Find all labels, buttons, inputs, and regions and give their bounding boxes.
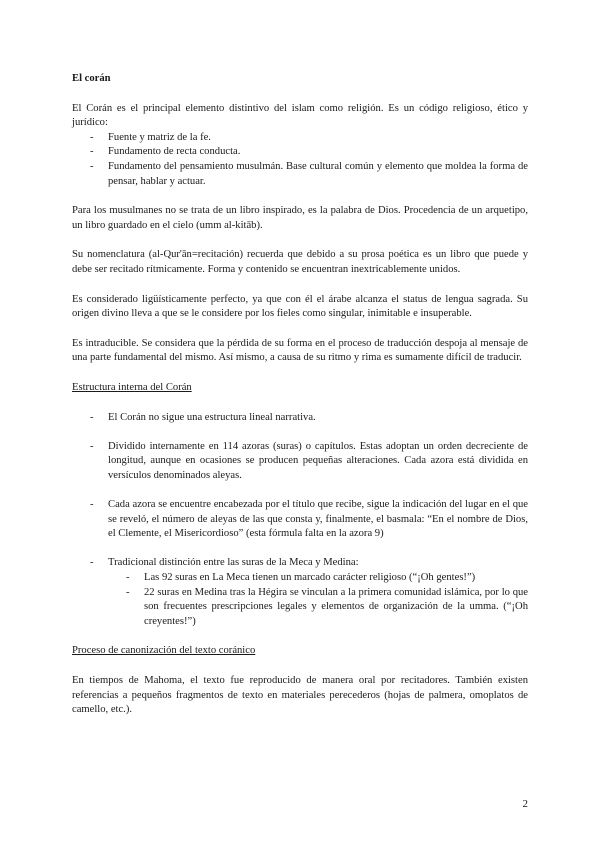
structure-list — [72, 411, 528, 630]
list-item — [72, 556, 528, 629]
document-page — [72, 72, 528, 718]
section-heading: Estructura interna del Corán — [72, 381, 192, 393]
sub-list-item: - Las 92 suras en La Meca tienen un marcado carácter religioso (“¡Oh gentes!”) — [108, 571, 528, 586]
paragraph: Su nomenclatura (al-Qur'ān=recitación) recuerda que debido a su prosa poética es un libro que puede y debe ser recitado rítmicamente. Forma y contenido se encuentran inextricablemente unidos. — [72, 249, 528, 275]
list-item: - El Corán no sigue una estructura lineal narrativa. — [72, 411, 528, 426]
list-item: - Fuente y matriz de la fe. — [72, 131, 528, 146]
sub-list-item: - 22 suras en Medina tras la Hégira se vinculan a la primera comunidad islámica, por lo que son frecuentes prescripciones legales y elementos de organización de la umma. (“¡Oh creyentes!”) — [108, 586, 528, 630]
intro-list — [72, 131, 528, 189]
sub-list — [108, 571, 528, 629]
paragraph: En tiempos de Mahoma, el texto fue reproducido de manera oral por recitadores. También existen referencias a pequeños fragmentos de texto en materiales perecederos (hojas de palmera, omoplatos de camello, etc.). — [72, 675, 528, 716]
intro-paragraph: El Corán es el principal elemento distintivo del islam como religión. Es un código religioso, ético y jurídico: — [72, 102, 528, 129]
list-item: - Cada azora se encuentre encabezada por el título que recibe, sigue la indicación del lugar en el que se reveló, el número de aleyas de las que consta y, finalmente, el basmala: “En el nombre de Dios, el Clemente, el Misericordioso” (esta fórmula falta en la azora 9) — [72, 498, 528, 542]
section-heading: Proceso de canonización del texto coránico — [72, 645, 256, 657]
paragraph: Para los musulmanes no se trata de un libro inspirado, es la palabra de Dios. Procedencia de un arquetipo, un libro guardado en el cielo (umm al-kitāb). — [72, 205, 528, 231]
document-title: El corán — [72, 73, 111, 84]
paragraph: Es intraducible. Se considera que la pérdida de su forma en el proceso de traducción despoja al mensaje de una parte fundamental del mismo. Así mismo, a causa de su ritmo y rima es sumamente difícil de traducir. — [72, 337, 528, 364]
page-number: 2 — [522, 798, 528, 810]
list-item: - Fundamento de recta conducta. — [72, 145, 528, 160]
list-item-text: Tradicional distinción entre las suras de la Meca y Medina: — [108, 557, 359, 569]
list-item: - Dividido internamente en 114 azoras (suras) o capítulos. Estas adoptan un orden decreciente de longitud, aunque en ocasiones se producen pequeñas alteraciones. Cada azora está dividida en versículos denominados aleyas. — [72, 440, 528, 484]
list-item: - Fundamento del pensamiento musulmán. Base cultural común y elemento que moldea la forma de pensar, hablar y actuar. — [72, 160, 528, 189]
paragraph: Es considerado ligüísticamente perfecto, ya que con él el árabe alcanza el status de lengua sagrada. Su origen divino lleva a que se le considere por los fieles como singular, inimitable e insuperable. — [72, 293, 528, 320]
